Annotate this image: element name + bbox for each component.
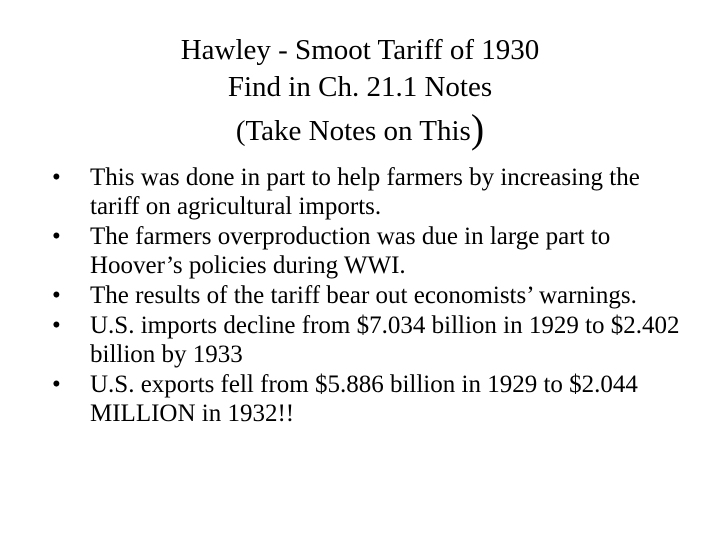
bullet-item-4 <box>52 311 692 369</box>
title-line-2: Find in Ch. 21.1 Notes <box>227 71 493 103</box>
bullet-list <box>52 163 692 429</box>
bullet-icon: • <box>52 223 61 250</box>
bullet-icon: • <box>52 282 61 309</box>
title-closing-paren: ) <box>470 106 485 151</box>
bullet-icon: • <box>52 312 61 339</box>
bullet-text-5: U.S. exports fell from $5.886 billion in 1929 to $2.044 MILLION in 1932!! <box>90 371 638 427</box>
title-line-3 <box>60 106 660 151</box>
bullet-item-2 <box>52 222 692 280</box>
title-line-1: Hawley - Smoot Tariff of 1930 <box>180 34 540 66</box>
bullet-item-5 <box>52 370 692 428</box>
bullet-text-1: This was done in part to help farmers by increasing the tariff on agricultural imports. <box>90 164 640 220</box>
bullet-text-4: U.S. imports decline from $7.034 billion in 1929 to $2.402 billion by 1933 <box>90 312 680 368</box>
bullet-text-3: The results of the tariff bear out economists’ warnings. <box>90 282 637 309</box>
title-line-3-text: (Take Notes on This <box>235 115 471 147</box>
slide-title <box>60 32 660 150</box>
bullet-text-2: The farmers overproduction was due in large part to Hoover’s policies during WWI. <box>90 223 611 279</box>
bullet-item-1 <box>52 163 692 221</box>
bullet-icon: • <box>52 164 61 191</box>
bullet-item-3 <box>52 281 692 310</box>
bullet-icon: • <box>52 371 61 398</box>
